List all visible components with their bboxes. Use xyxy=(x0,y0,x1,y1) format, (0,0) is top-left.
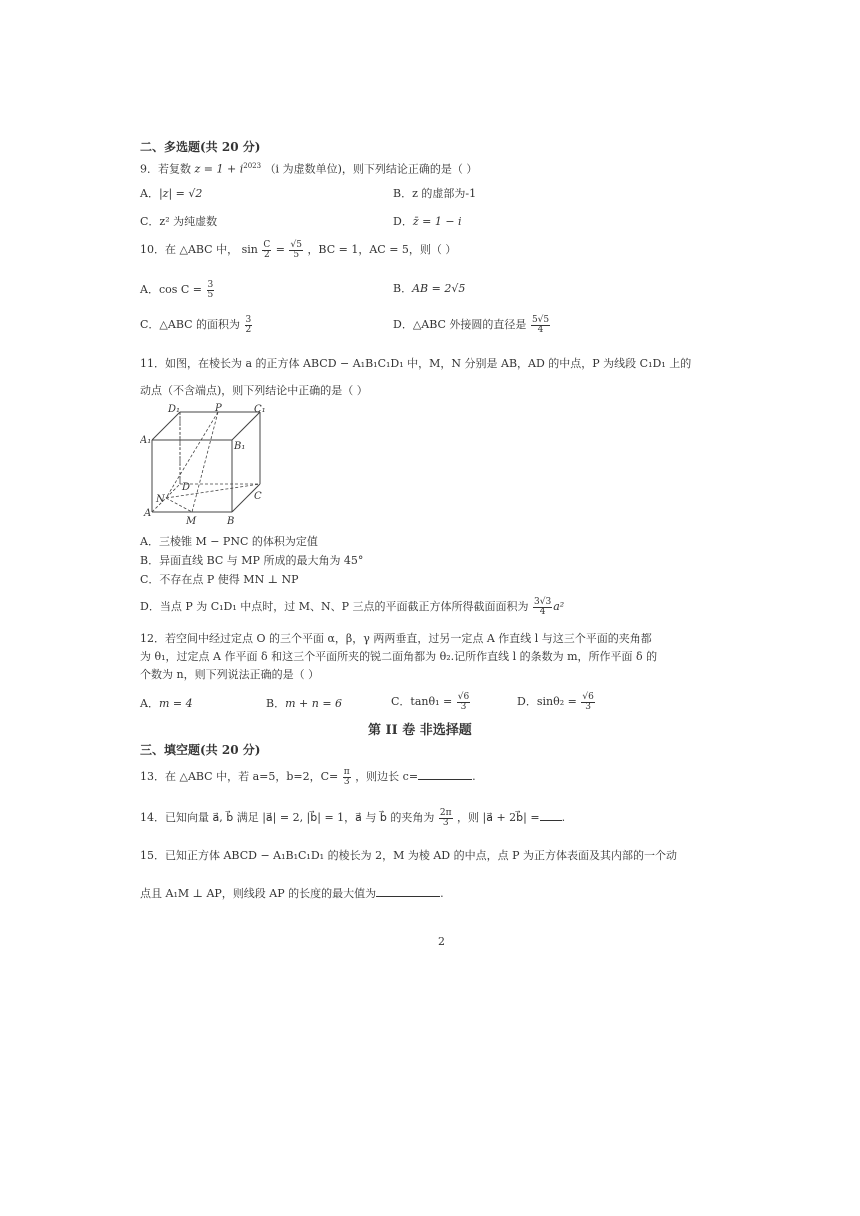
label-b1: B₁ xyxy=(234,441,246,452)
q12-option-a: A．m = 4 xyxy=(140,697,193,710)
q15-stem-line2: 点且 A₁M ⊥ AP，则线段 AP 的长度的最大值为 . xyxy=(140,887,444,900)
q12-option-c: C．tanθ₁ = $\frac{√6}{3}$ xyxy=(391,691,470,712)
q10-option-d: D．△ABC 外接圆的直径是 $\frac{5√5}{4}$ xyxy=(393,314,550,335)
q10-frac-c-over-2: $\frac{C}{2}$ xyxy=(263,239,271,260)
q11-option-d: D．当点 P 为 C₁D₁ 中点时，过 M、N、P 三点的平面截正方体所得截面面积为 $\frac{3√3}{4}$ a² xyxy=(140,596,565,617)
q9-option-d: D．z̄ = 1 − i xyxy=(393,215,462,228)
label-c: C xyxy=(254,491,262,502)
q13-answer-blank[interactable] xyxy=(418,769,472,780)
q9-option-c: C．z² 为纯虚数 xyxy=(140,215,218,228)
q10-option-a: A．cos C = $\frac{3}{5}$ xyxy=(140,279,214,300)
q10-stem: 10．在 △ABC 中， sin $\frac{C}{2}$ = $\frac{√5}{5}$ ，BC = 1，AC = 5，则（ ） xyxy=(140,239,457,260)
q10-option-b: B．AB = 2√5 xyxy=(393,282,466,295)
cube-diagram xyxy=(140,402,270,526)
part2-title: 第 II 卷 非选择题 xyxy=(368,723,472,738)
label-p: P xyxy=(215,403,222,414)
label-c1: C₁ xyxy=(254,404,266,415)
label-m: M xyxy=(186,516,197,526)
label-a1: A₁ xyxy=(140,435,152,446)
q14-stem: 14．已知向量 a⃗, b⃗ 满足 |a⃗| = 2, |b⃗| = 1，a⃗ 与 b⃗ 的夹角为 $\frac{2\pi}{3}$ ，则 |a⃗ + 2b⃗| = . xyxy=(140,807,566,828)
q11-option-b: B．异面直线 BC 与 MP 所成的最大角为 45° xyxy=(140,554,364,567)
q15-answer-blank[interactable] xyxy=(376,886,440,897)
cube-figure xyxy=(140,402,270,526)
q11-option-c: C．不存在点 P 使得 MN ⊥ NP xyxy=(140,573,299,586)
q12-option-b: B．m + n = 6 xyxy=(266,697,343,710)
q12-stem-line3: 个数为 n，则下列说法正确的是（ ） xyxy=(140,668,320,681)
label-b: B xyxy=(227,516,235,526)
q9-option-b: B．z 的虚部为-1 xyxy=(393,187,477,200)
page-number: 2 xyxy=(438,935,445,948)
label-d: D xyxy=(182,482,191,493)
label-a: A xyxy=(144,508,152,519)
q10-frac-root5-over-5: $\frac{√5}{5}$ xyxy=(290,239,302,260)
q9-stem: 9．若复数 $z = 1 + i^{2023}$ （i 为虚数单位)，则下列结论正确的是（ ） xyxy=(140,162,478,176)
section-title-multiple-choice: 二、多选题(共 20 分) xyxy=(140,140,261,154)
q12-option-d: D．sinθ₂ = $\frac{√6}{3}$ xyxy=(517,691,594,712)
q11-stem-line2: 动点（不含端点)，则下列结论中正确的是（ ） xyxy=(140,384,368,397)
q10-option-c: C．△ABC 的面积为 $\frac{3}{2}$ xyxy=(140,314,252,335)
q15-stem-line1: 15．已知正方体 ABCD − A₁B₁C₁D₁ 的棱长为 2，M 为棱 AD 的中点，点 P 为正方体表面及其内部的一个动 xyxy=(140,849,677,862)
q11-stem-line1: 11．如图，在棱长为 a 的正方体 ABCD − A₁B₁C₁D₁ 中，M，N 分别是 AB，AD 的中点，P 为线段 C₁D₁ 上的 xyxy=(140,357,692,370)
label-n: N xyxy=(156,494,165,505)
label-d1: D₁ xyxy=(168,404,181,415)
q11-option-a: A．三棱锥 M − PNC 的体积为定值 xyxy=(140,535,318,548)
q13-stem: 13．在 △ABC 中，若 a=5，b=2，C= $\frac{\pi}{3}$ ，则边长 c= . xyxy=(140,766,476,787)
q14-answer-blank[interactable] xyxy=(540,810,562,821)
q12-stem-line1: 12．若空间中经过定点 O 的三个平面 α，β，γ 两两垂直，过另一定点 A 作直线 l 与这三个平面的夹角都 xyxy=(140,632,652,645)
q12-stem-line2: 为 θ₁，过定点 A 作平面 δ 和这三个平面所夹的锐二面角都为 θ₂.记所作直线 l 的条数为 m，所作平面 δ 的 xyxy=(140,650,658,663)
q9-option-a: A．|z| = √2 xyxy=(140,187,203,200)
section-title-fill-in: 三、填空题(共 20 分) xyxy=(140,743,261,757)
